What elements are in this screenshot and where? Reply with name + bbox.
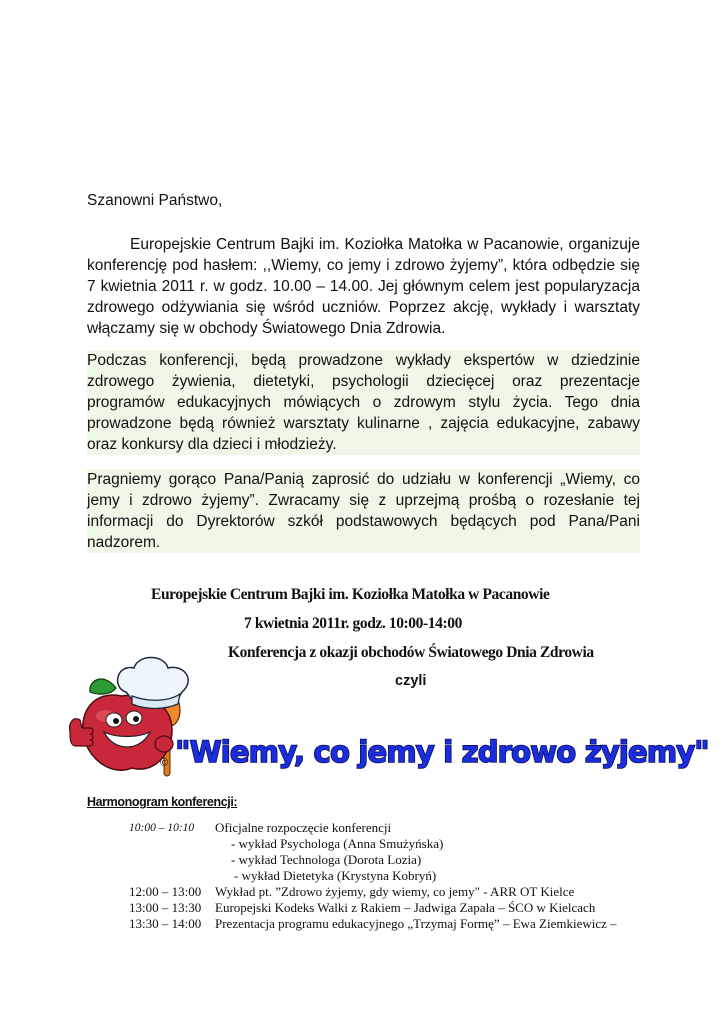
schedule-time: 12:00 – 13:00 <box>129 884 202 899</box>
paragraph-intro: Europejskie Centrum Bajki im. Koziołka Matołka w Pacanowie, organizuje konferencję pod hasłem: ,,Wiemy, co jemy i zdrowo żyjemy”, która odbędzie się 7 kwietnia 2011 r. w godz. 10.00 – 14.00. Jej głównym celem jest popularyzacja zdrowego odżywiania się wśród uczniów. Poprzez akcję, wykłady i warsztaty włączamy się w obchody Światowego Dnia Zdrowia. <box>87 236 640 337</box>
schedule-description: Prezentacja programu edukacyjnego „Trzymaj Formę” – Ewa Ziemkiewicz – <box>215 916 617 931</box>
connector-word: czyli <box>395 673 427 689</box>
schedule-row <box>129 916 669 932</box>
schedule-description: Europejski Kodeks Walki z Rakiem – Jadwiga Zapała – ŚCO w Kielcach <box>215 900 596 915</box>
slogan-wordmark <box>175 722 709 778</box>
salutation: Szanowni Państwo, <box>87 192 223 209</box>
schedule-time: 13:00 – 13:30 <box>129 900 202 915</box>
schedule-row <box>129 820 669 836</box>
leaf-icon <box>90 679 116 694</box>
schedule-subitem: - wykład Dietetyka (Krystyna Kobryń) <box>234 868 437 883</box>
schedule-list <box>129 820 669 932</box>
slogan-text: "Wiemy, co jemy i zdrowo żyjemy" <box>175 735 709 769</box>
schedule-description: Oficjalne rozpoczęcie konferencji <box>215 820 392 835</box>
paragraph-invitation: Pragniemy gorąco Pana/Panią zaprosić do udziału w konferencji „Wiemy, co jemy i zdrowo żyjemy”. Zwracamy się z uprzejmą prośbą o rozesłanie tej informacji do Dyrektorów szkół podstawowych będących pod Pana/Pani nadzorem. <box>87 471 640 551</box>
schedule-subitem: - wykład Technologa (Dorota Lozia) <box>231 852 422 867</box>
event-date: 7 kwietnia 2011r. godz. 10:00-14:00 <box>244 615 462 632</box>
schedule-time: 13:30 – 14:00 <box>129 916 202 931</box>
paragraph-program: Podczas konferencji, będą prowadzone wykłady ekspertów w dziedzinie zdrowego żywienia, dietetyki, psychologii dziecięcej oraz prezentacje programów edukacyjnych mówiących o zdrowym stylu życia. Tego dnia prowadzone będą również warsztaty kulinarne , zajęcia edukacyjne, zabawy oraz konkursy dla dzieci i młodzieży. <box>87 352 640 453</box>
event-title: Konferencja z okazji obchodów Światowego Dnia Zdrowia <box>228 644 594 661</box>
schedule-time: 10:00 – 10:10 <box>129 822 195 834</box>
schedule-heading: Harmonogram konferencji: <box>87 795 238 809</box>
schedule-description: Wykład pt. ”Zdrowo żyjemy, gdy wiemy, co jemy" - ARR OT Kielce <box>215 884 575 899</box>
schedule-subitem: - wykład Psychologa (Anna Smużyńska) <box>231 836 444 851</box>
organizer-heading: Europejskie Centrum Bajki im. Koziołka Matołka w Pacanowie <box>151 586 550 603</box>
schedule-row <box>129 884 669 900</box>
copyright-mark: © <box>160 757 169 769</box>
schedule-row <box>129 900 669 916</box>
